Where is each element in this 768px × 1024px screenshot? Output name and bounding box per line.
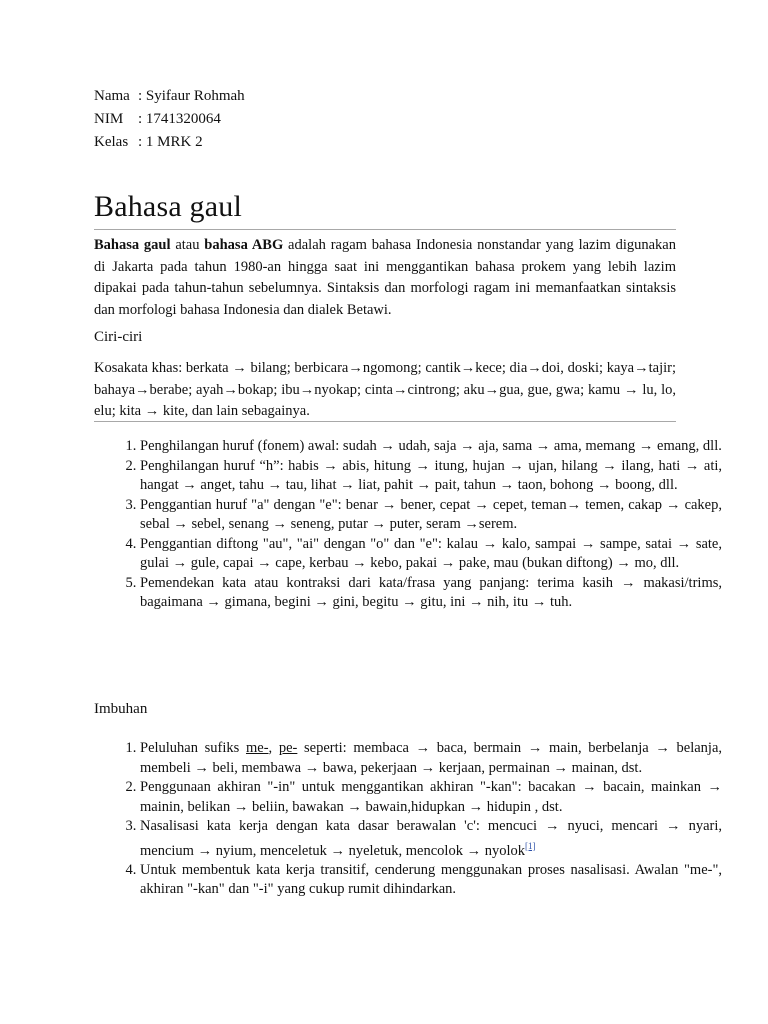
page-title: Bahasa gaul — [94, 190, 242, 223]
list-item: 2. Penghilangan huruf “h”: habis → abis, hitung → itung, hujan → ujan, hilang → ilang, hati → ati, hangat → anget, tahu → tau, lihat → liat, pahit → pait, tahun → taon, bohong → boong, dll. — [140, 457, 722, 496]
section-divider — [94, 421, 676, 422]
list-item — [140, 817, 722, 861]
bold-term: Bahasa gaul — [94, 237, 171, 253]
meta-value: : 1 MRK 2 — [138, 134, 203, 150]
intro-text: atau — [170, 237, 205, 253]
item-text: , — [268, 740, 279, 756]
meta-value: : 1741320064 — [138, 111, 221, 127]
meta-row-nim — [94, 108, 245, 131]
underlined-term: me- — [245, 740, 269, 756]
item-text: Peluluhan sufiks — [140, 740, 246, 756]
intro-text: adalah ragam bahasa Indonesia nonstandar yang lazim digunakan di Jakarta pada tahun 1980-an hingga saat ini menggantikan bahasa prokem yang lebih lazim dipakai pada tahun-tahun sebelumnya. Sintaksis dan morfologi ragam ini memanfaatkan sintaksis dan morfologi bahasa Indonesia dan dialek Betawi. — [94, 237, 676, 318]
item-text: Nasalisasi kata kerja dengan kata dasar berawalan 'c': mencuci → nyuci, mencari → nyari, mencium → nyium, menceletuk → nyeletuk, mencolok → nyolok — [140, 818, 722, 859]
meta-key: Kelas — [94, 134, 129, 150]
underlined-term: pe- — [278, 740, 298, 756]
intro-paragraph — [94, 235, 676, 321]
list-item: 4. Penggantian diftong "au", "ai" dengan "o" dan "e": kalau → kalo, sampai → sampe, satai → sate, gulai → gule, capai → cape, kerbau → kebo, pakai → pake, mau (bukan diftong) → mo, dll. — [140, 535, 722, 574]
imbuhan-list — [94, 739, 722, 900]
meta-key: NIM — [94, 111, 124, 127]
list-item: 3. Penggantian huruf "a" dengan "e": benar → bener, cepat → cepet, teman→ temen, cakap → cakep, sebal → sebel, senang → seneng, putar → puter, seram →serem. — [140, 496, 722, 535]
student-info — [94, 85, 245, 154]
meta-value: : Syifaur Rohmah — [138, 88, 245, 104]
kosakata-paragraph: Kosakata khas: berkata → bilang; berbicara→ngomong; cantik→kece; dia→doi, doski; kaya→tajir; bahaya→berabe; ayah→bokap; ibu→nyokap; cinta→cintrong; aku→gua, gue, gwa; kamu → lu, lo, elu; kita → kite, dan lain sebagainya. — [94, 360, 676, 419]
meta-row-nama — [94, 85, 245, 108]
footnote-link[interactable]: [1] — [524, 840, 536, 851]
ciri-list — [94, 437, 722, 613]
list-item: 1. Penghilangan huruf (fonem) awal: sudah → udah, saja → aja, sama → ama, memang → emang, dll. — [140, 437, 722, 457]
section-heading-ciri: Ciri-ciri — [94, 329, 143, 345]
bold-term: bahasa ABG — [204, 237, 284, 253]
item-text: seperti: membaca → baca, bermain → main, berbelanja → belanja, membeli → beli, membawa → bawa, pekerjaan → kerjaan, permainan → mainan, dst. — [140, 740, 723, 776]
list-item — [140, 739, 722, 778]
meta-key: Nama — [94, 88, 130, 104]
list-item: 4. Untuk membentuk kata kerja transitif, cenderung menggunakan proses nasalisasi. Awalan "me-", akhiran "-kan" dan "-i" yang cukup rumit dihindarkan. — [140, 861, 722, 900]
list-item: 5. Pemendekan kata atau kontraksi dari kata/frasa yang panjang: terima kasih → makasi/trims, bagaimana → gimana, begini → gini, begitu → gitu, ini → nih, itu → tuh. — [140, 574, 722, 613]
section-heading-imbuhan: Imbuhan — [94, 701, 148, 717]
title-divider — [94, 229, 676, 230]
list-item: 2. Penggunaan akhiran "-in" untuk menggantikan akhiran "-kan": bacakan → bacain, mainkan → mainin, belikan → beliin, bawakan → bawain,hidupkan → hidupin , dst. — [140, 778, 722, 817]
meta-row-kelas — [94, 131, 245, 154]
